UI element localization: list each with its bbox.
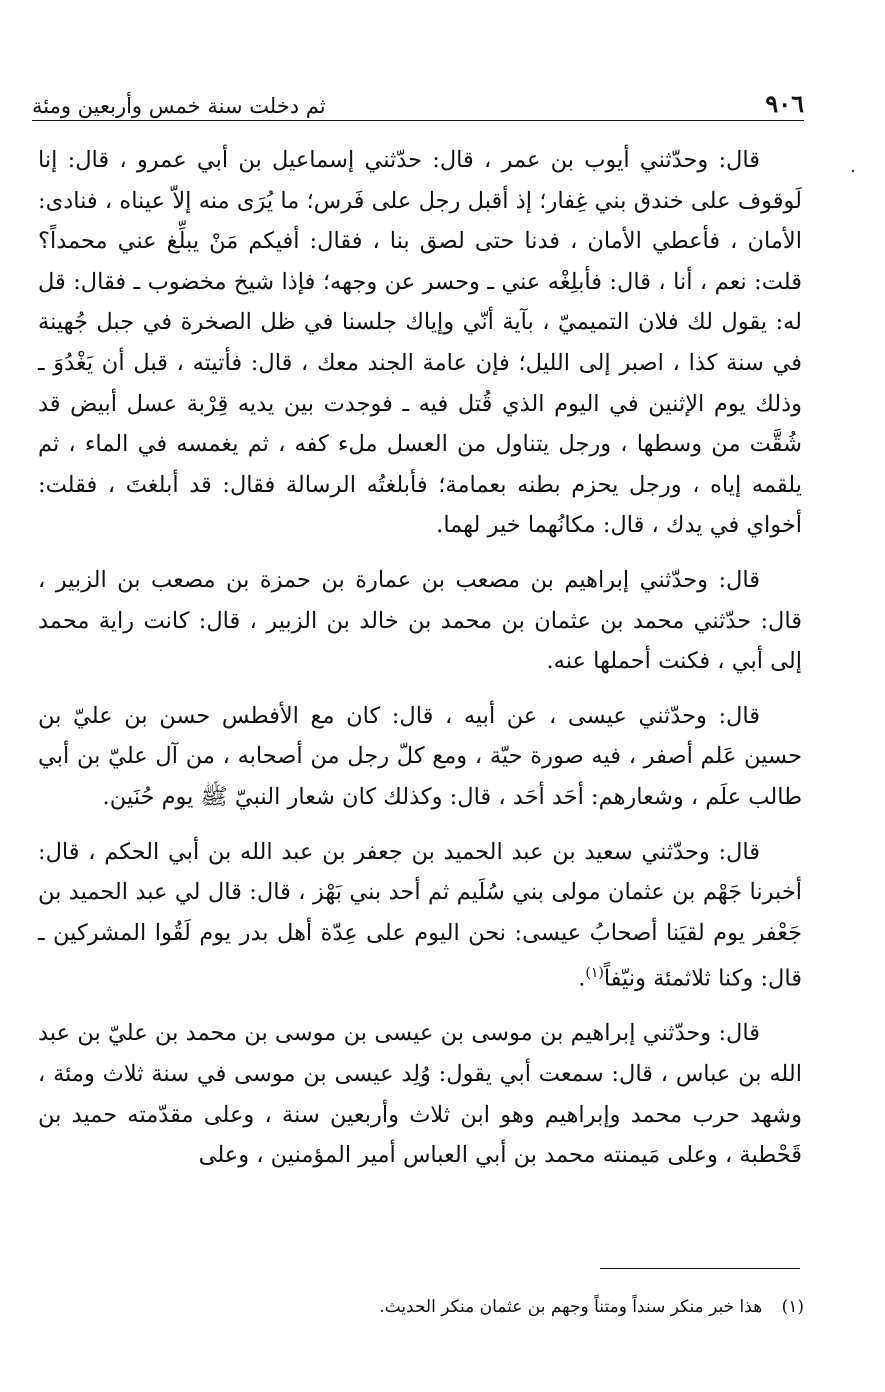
paragraph-4 bbox=[38, 832, 802, 1000]
paragraph-4-text: قال: وحدّثني سعيد بن عبد الحميد بن جعفر بن عبد الله بن أبي الحكم ، قال: أخبرنا جَهْم بن عثمان مولى بني سُلَيم ثم أحد بني بَهْز ، قال: قال لي عبد الحميد بن جَعْفر يوم لقيَنا أصحابُ عيسى: نحن اليوم على عِدّة أهل بدر يوم لَقُوا المشركين ـ قال: وكنا ثلاثمئة ونيّفاً bbox=[38, 838, 802, 992]
footnote-number: (١) bbox=[781, 1297, 804, 1317]
margin-mark: ٠ bbox=[848, 160, 858, 181]
paragraph-3: قال: وحدّثني عيسى ، عن أبيه ، قال: كان مع الأفطس حسن بن عليّ بن حسين عَلم أصفر ، فيه صورة حيّة ، ومع كلّ رجل من أصحابه ، من آل عليّ بن أبي طالب علَم ، وشعارهم: أحَد أحَد ، قال: وكذلك كان شعار النبيّ ﷺ يوم حُنَين. bbox=[38, 702, 802, 810]
header-rule bbox=[32, 120, 804, 121]
body-text bbox=[38, 140, 802, 1190]
footnote bbox=[300, 1294, 804, 1320]
paragraph-5: قال: وحدّثني إبراهيم بن موسى بن عيسى بن موسى بن محمد بن عليّ بن عبد الله بن عباس ، قال: سمعت أبي يقول: وُلِد عيسى بن موسى في سنة ثلاث ومئة ، وشهد حرب محمد وإبراهيم وهو ابن ثلاث وأربعين سنة ، وعلى مقدّمته حميد بن قَحْطبة ، وعلى مَيمنته محمد بن أبي العباس أمير المؤمنين ، وعلى bbox=[38, 1020, 802, 1169]
paragraph-1: قال: وحدّثني أيوب بن عمر ، قال: حدّثني إسماعيل بن أبي عمرو ، قال: إنا لَوقوف على خندق بني غِفار؛ إذ أقبل رجل على فَرس؛ ما يُرَى منه إلاّ عيناه ، فنادى: الأمان ، فأعطي الأمان ، فدنا حتى لصق بنا ، فقال: أفيكم مَنْ يبلِّغ عني محمداً؟ قلت: نعم ، أنا ، قال: فأبلِغْه عني ـ وحسر عن وجهه؛ فإذا شيخ مخضوب ـ فقال: قل له: يقول لك فلان التميميّ ، بآية أنّي وإياك جلسنا في ظل الصخرة في جبل جُهينة في سنة كذا ، اصبر إلى الليل؛ فإن عامة الجند معك ، قال: فأتيته ، قبل أن يَغْدُوَ ـ وذلك يوم الإثنين في اليوم الذي قُتل فيه ـ فوجدت بين يديه قِرْبة عسل أبيض قد شُقَّت من وسطها ، ورجل يتناول من العسل ملء كفه ، ثم يغمسه في الماء ، ثم يلقمه إياه ، ورجل يحزم بطنه بعمامة؛ فأبلغتُه الرسالة فقال: قد أبلغتَ ، فقلت: أخواي في يدك ، قال: مكانُهما خير لهما. bbox=[38, 147, 802, 539]
footnote-text: هذا خبر منكر سنداً ومتناً وجهم بن عثمان منكر الحديث. bbox=[379, 1297, 763, 1317]
paragraph-4-end: . bbox=[578, 965, 586, 992]
footnote-reference[interactable]: (١) bbox=[585, 965, 604, 982]
footnote-rule bbox=[600, 1268, 800, 1269]
page-number: ٩٠٦ bbox=[765, 89, 804, 118]
running-title: ثم دخلت سنة خمس وأربعين ومئة bbox=[32, 94, 326, 118]
paragraph-2: قال: وحدّثني إبراهيم بن مصعب بن عمارة بن حمزة بن مصعب بن الزبير ، قال: حدّثني محمد بن عثمان بن محمد بن خالد بن الزبير ، قال: كانت راية محمد إلى أبي ، فكنت أحملها عنه. bbox=[38, 566, 802, 675]
running-header bbox=[32, 78, 804, 118]
